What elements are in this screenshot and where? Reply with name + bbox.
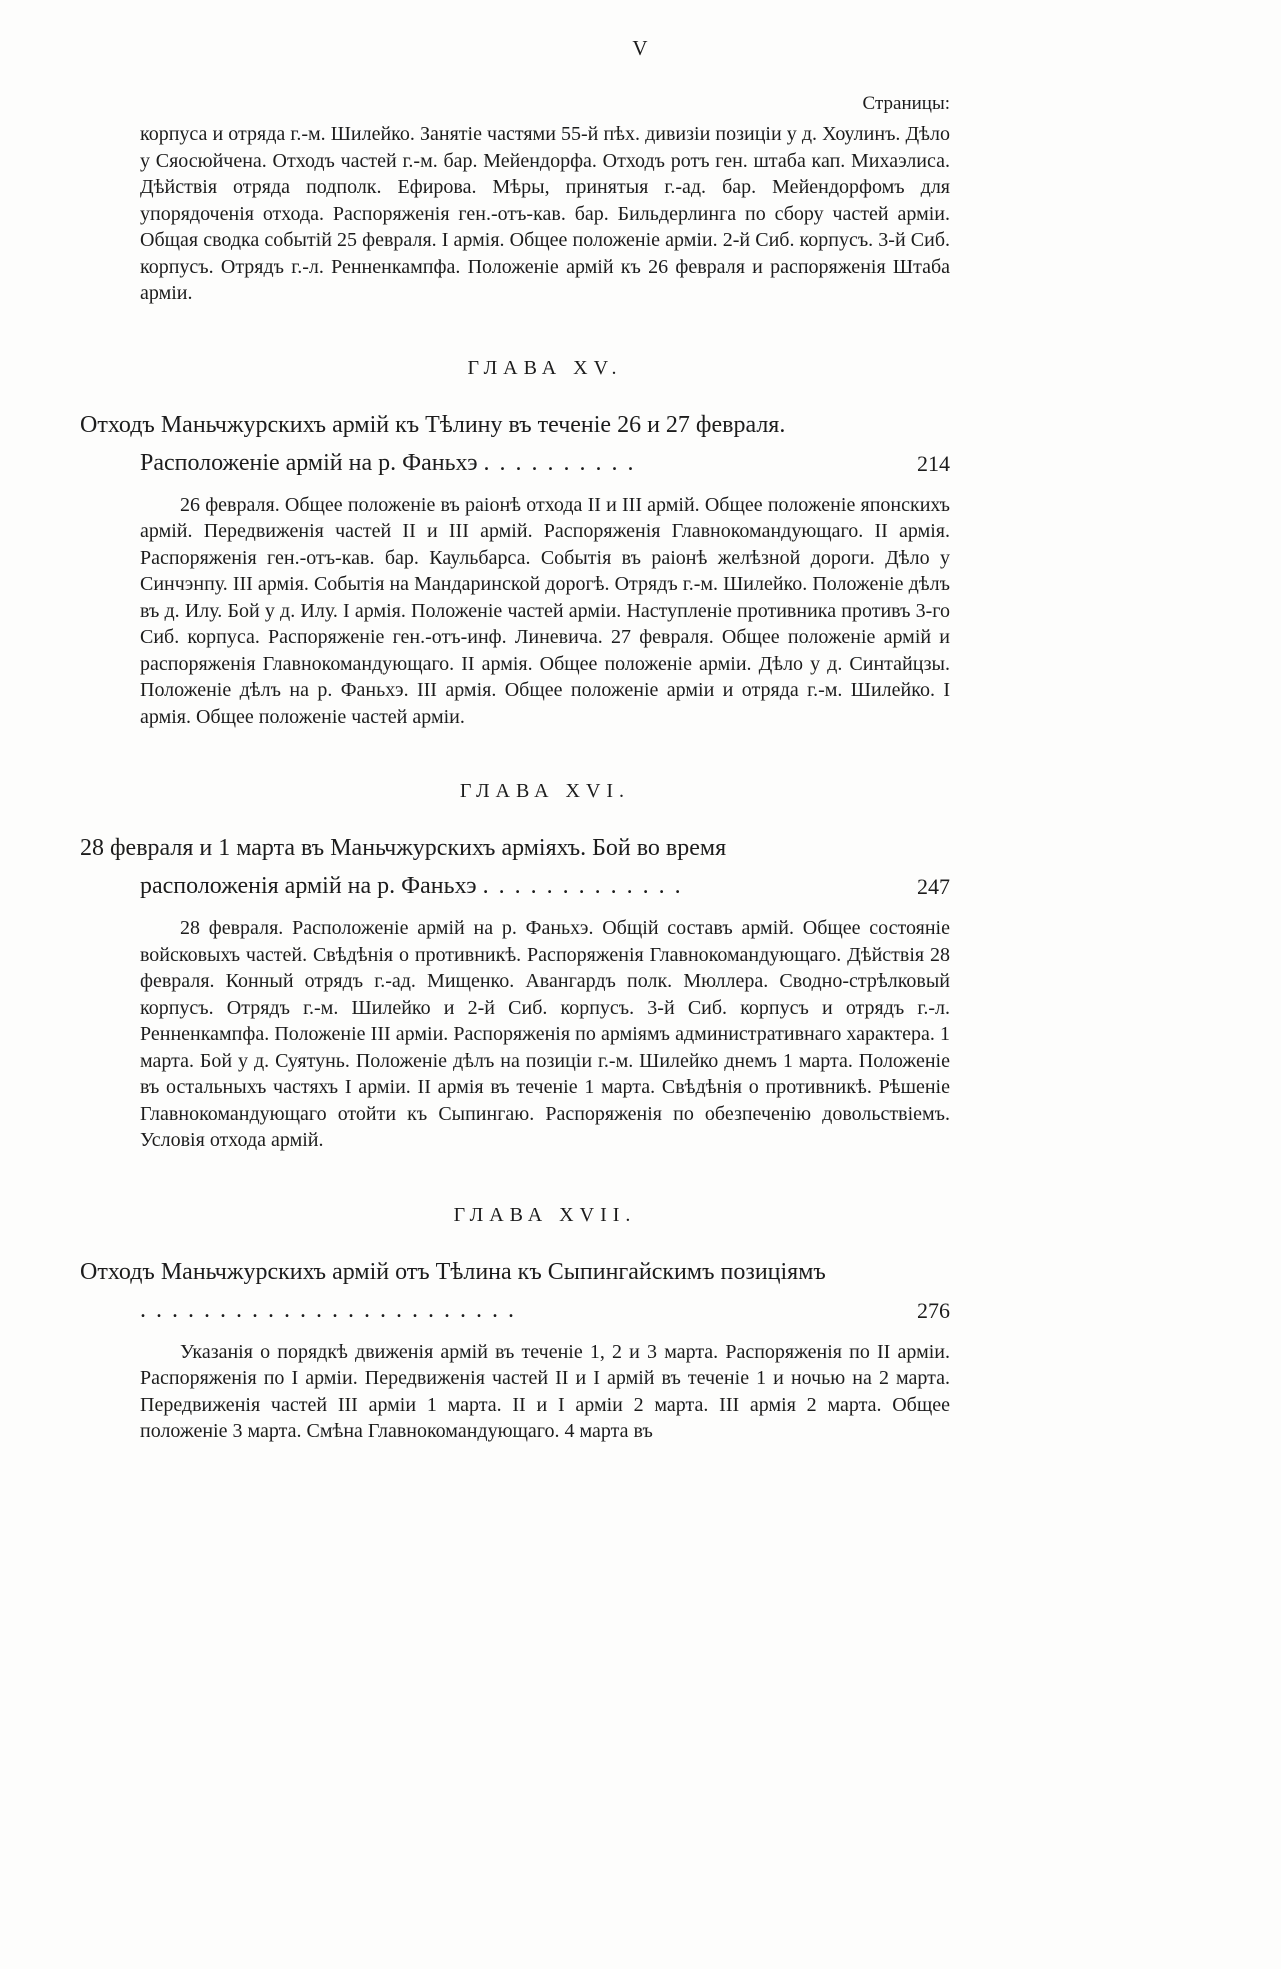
toc-entry-chapter-17 (80, 1253, 950, 1329)
chapter-15-heading: ГЛАВА XV. (467, 356, 623, 379)
chapter-15-page-number: 214 (917, 450, 950, 476)
chapter-17-summary: Указанія о порядкѣ движенія армій въ теченіе 1, 2 и 3 марта. Распоряженія по II арміи. Распоряженія по I арміи. Передвиженія частей II и I армій въ теченіе 1 и ночью на 2 марта. Передвиженія частей III арміи 1 марта. II и I арміи 2 марта. III армія 2 марта. Общее положеніе 3 марта. Смѣна Главнокомандующаго. 4 марта въ (140, 1340, 950, 1442)
chapter-15-leader-dots: . . . . . . . . . . (483, 449, 636, 476)
chapter-17-leader-dots: . . . . . . . . . . . . . . . . . . . . . . . . (140, 1296, 516, 1323)
chapter-16-title-text: 28 февраля и 1 марта въ Маньчжурскихъ арміяхъ. Бой во время расположенія армій на р. Фаньхэ (80, 835, 727, 899)
chapter-16-summary: 28 февраля. Расположеніе армій на р. Фаньхэ. Общій составъ армій. Общее состояніе войсковыхъ частей. Свѣдѣнія о противникѣ. Распоряженія Главнокомандующаго. Дѣйствія 28 февраля. Конный отрядъ г.-ад. Мищенко. Авангардъ полк. Мюллера. Сводно-стрѣлковый корпусъ. Отрядъ г.-м. Шилейко и 2-й Сиб. корпусъ. 3-й Сиб. корпусъ и отрядъ г.-л. Ренненкампфа. Положеніе III арміи. Распоряженія по арміямъ административнаго характера. 1 марта. Бой у д. Суятунь. Положеніе дѣлъ на позиціи г.-м. Шилейко днемъ 1 марта. Положеніе въ остальныхъ частяхъ I арміи. II армія въ теченіе 1 марта. Свѣдѣнія о противникѣ. Рѣшеніе Главнокомандующаго отойти къ Сыпингаю. Распоряженія по обезпеченію довольствіемъ. Условія отхода армій. (140, 917, 950, 1151)
table-of-contents (80, 93, 950, 1445)
chapter-16-page-number: 247 (917, 874, 950, 899)
chapter-17-heading: ГЛАВА XVII. (453, 1203, 637, 1226)
toc-entry-chapter-16 (80, 829, 950, 905)
toc-entry-chapter-15 (80, 406, 950, 482)
pages-column-label: Страницы: (862, 93, 950, 114)
chapter-15-title-text: Отходъ Маньчжурскихъ армій къ Тѣлину въ теченіе 26 и 27 февраля. Расположеніе армій на р. Фаньхэ (80, 411, 786, 476)
chapter-16-leader-dots: . . . . . . . . . . . . . (482, 873, 683, 899)
chapter-17-page-number: 276 (917, 1297, 950, 1323)
folio-page-number: V (632, 36, 649, 60)
chapter-15-summary: 26 февраля. Общее положеніе въ раіонѣ отхода II и III армій. Общее положеніе японскихъ армій. Передвиженія частей II и III армій. Распоряженія Главнокомандующаго. II армія. Распоряженія ген.-отъ-кав. бар. Каульбарса. Событія въ раіонѣ желѣзной дороги. Дѣло у Синчэнпу. III армія. Событія на Мандаринской дорогѣ. Отрядъ г.-м. Шилейко. Положеніе дѣлъ въ д. Илу. Бой у д. Илу. I армія. Положеніе частей арміи. Наступленіе противника противъ 3-го Сиб. корпуса. Распоряженіе ген.-отъ-инф. Линевича. 27 февраля. Общее положеніе армій и распоряженія Главнокомандующаго. II армія. Общее положеніе арміи. Дѣло у д. Синтайцзы. Положеніе дѣлъ на р. Фаньхэ. III армія. Общее положеніе арміи и отряда г.-м. Шилейко. I армія. Общее положеніе частей арміи. (140, 493, 950, 728)
chapter-14-summary-continuation: корпуса и отряда г.-м. Шилейко. Занятіе частями 55-й пѣх. дивизіи позиціи у д. Хоулинъ. Дѣло у Сяосюйчена. Отходъ частей г.-м. бар. Мейендорфа. Отходъ ротъ ген. штаба кап. Михаэлиса. Дѣйствія отряда подполк. Ефирова. Мѣры, принятыя г.-ад. бар. Мейендорфомъ для упорядоченія отхода. Распоряженія ген.-отъ-кав. бар. Бильдерлинга по сбору частей арміи. Общая сводка событій 25 февраля. I армія. Общее положеніе арміи. 2-й Сиб. корпусъ. 3-й Сиб. корпусъ. Отрядъ г.-л. Ренненкампфа. Положеніе армій къ 26 февраля и распоряженія Штаба арміи. (140, 123, 950, 304)
chapter-16-title (80, 829, 950, 905)
chapter-16-heading: ГЛАВА XVI. (459, 780, 631, 802)
chapter-17-title-text: Отходъ Маньчжурскихъ армій отъ Тѣлина къ Сыпингайскимъ позиціямъ (80, 1258, 826, 1285)
chapter-15-title (80, 406, 950, 482)
chapter-17-title (80, 1253, 950, 1329)
